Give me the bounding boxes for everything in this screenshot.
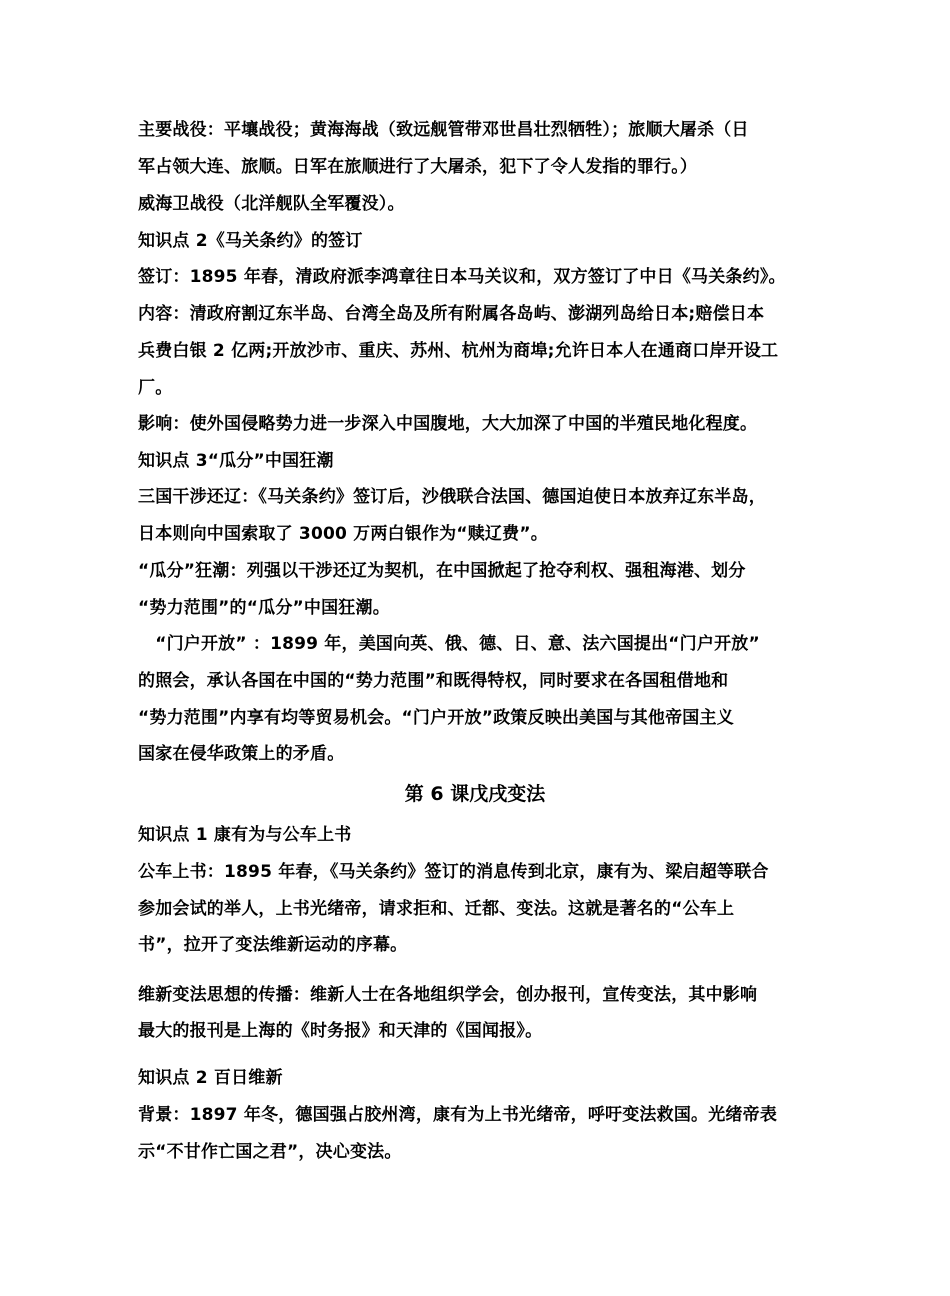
text-line: 三国干涉还辽：《马关条约》签订后，沙俄联合法国、德国迫使日本放弃辽东半岛， xyxy=(138,487,766,507)
text-line: 背景：1897 年冬，德国强占胶州湾，康有为上书光绪帝，呼吁变法救国。光绪帝表 xyxy=(138,1105,778,1125)
text-line: 示“不甘作亡国之君”，决心变法。 xyxy=(138,1142,402,1162)
text-line: 的照会，承认各国在中国的“势力范围”和既得特权，同时要求在各国租借地和 xyxy=(138,671,729,691)
text-line: 内容：清政府割辽东半岛、台湾全岛及所有附属各岛屿、澎湖列岛给日本;赔偿日本 xyxy=(138,304,765,324)
text-line: 国家在侵华政策上的矛盾。 xyxy=(138,744,345,764)
text-line: “势力范围”的“瓜分”中国狂潮。 xyxy=(138,598,390,618)
text-line: “瓜分”狂潮：列强以干涉还辽为契机，在中国掀起了抢夺利权、强租海港、划分 xyxy=(138,561,746,581)
text-line: 维新变法思想的传播：维新人士在各地组织学会，创办报刊，宣传变法，其中影响 xyxy=(138,985,758,1005)
text-line: 最大的报刊是上海的《时务报》和天津的《国闻报》。 xyxy=(138,1021,543,1041)
text-line: 签订：1895 年春，清政府派李鸿章往日本马关议和，双方签订了中日《马关条约》。 xyxy=(138,267,786,287)
text-line: “门户开放” ：1899 年，美国向英、俄、德、日、意、法六国提出“门户开放” xyxy=(138,634,760,654)
lesson-title: 第 6 课戊戌变法 xyxy=(404,783,546,805)
section-heading: 知识点 2《马关条约》的签订 xyxy=(138,231,363,251)
section-heading: 知识点 1 康有为与公车上书 xyxy=(138,825,352,845)
text-line: 军占领大连、旅顺。日军在旅顺进行了大屠杀，犯下了令人发指的罪行。） xyxy=(138,157,698,177)
text-line: 威海卫战役（北洋舰队全军覆没）。 xyxy=(138,194,405,214)
text-line: 公车上书：1895 年春，《马关条约》签订的消息传到北京，康有为、梁启超等联合 xyxy=(138,862,769,882)
section-heading: 知识点 3“瓜分”中国狂潮 xyxy=(138,451,334,471)
text-line: 兵费白银 2 亿两;开放沙市、重庆、苏州、杭州为商埠;允许日本人在通商口岸开设工 xyxy=(138,341,779,361)
text-line: 厂。 xyxy=(138,378,173,398)
text-line: 日本则向中国索取了 3000 万两白银作为“赎辽费”。 xyxy=(138,524,548,544)
text-line: “势力范围”内享有均等贸易机会。“门户开放”政策反映出美国与其他帝国主义 xyxy=(138,708,734,728)
text-line: 参加会试的举人，上书光绪帝，请求拒和、迁都、变法。这就是著名的“公车上 xyxy=(138,899,735,919)
text-line: 书”，拉开了变法维新运动的序幕。 xyxy=(138,935,408,955)
text-line: 影响：使外国侵略势力进一步深入中国腹地，大大加深了中国的半殖民地化程度。 xyxy=(138,414,758,434)
text-line: 主要战役：平壤战役；黄海海战（致远舰管带邓世昌壮烈牺牲）；旅顺大屠杀（日 xyxy=(138,120,749,140)
section-heading: 知识点 2 百日维新 xyxy=(138,1068,283,1088)
